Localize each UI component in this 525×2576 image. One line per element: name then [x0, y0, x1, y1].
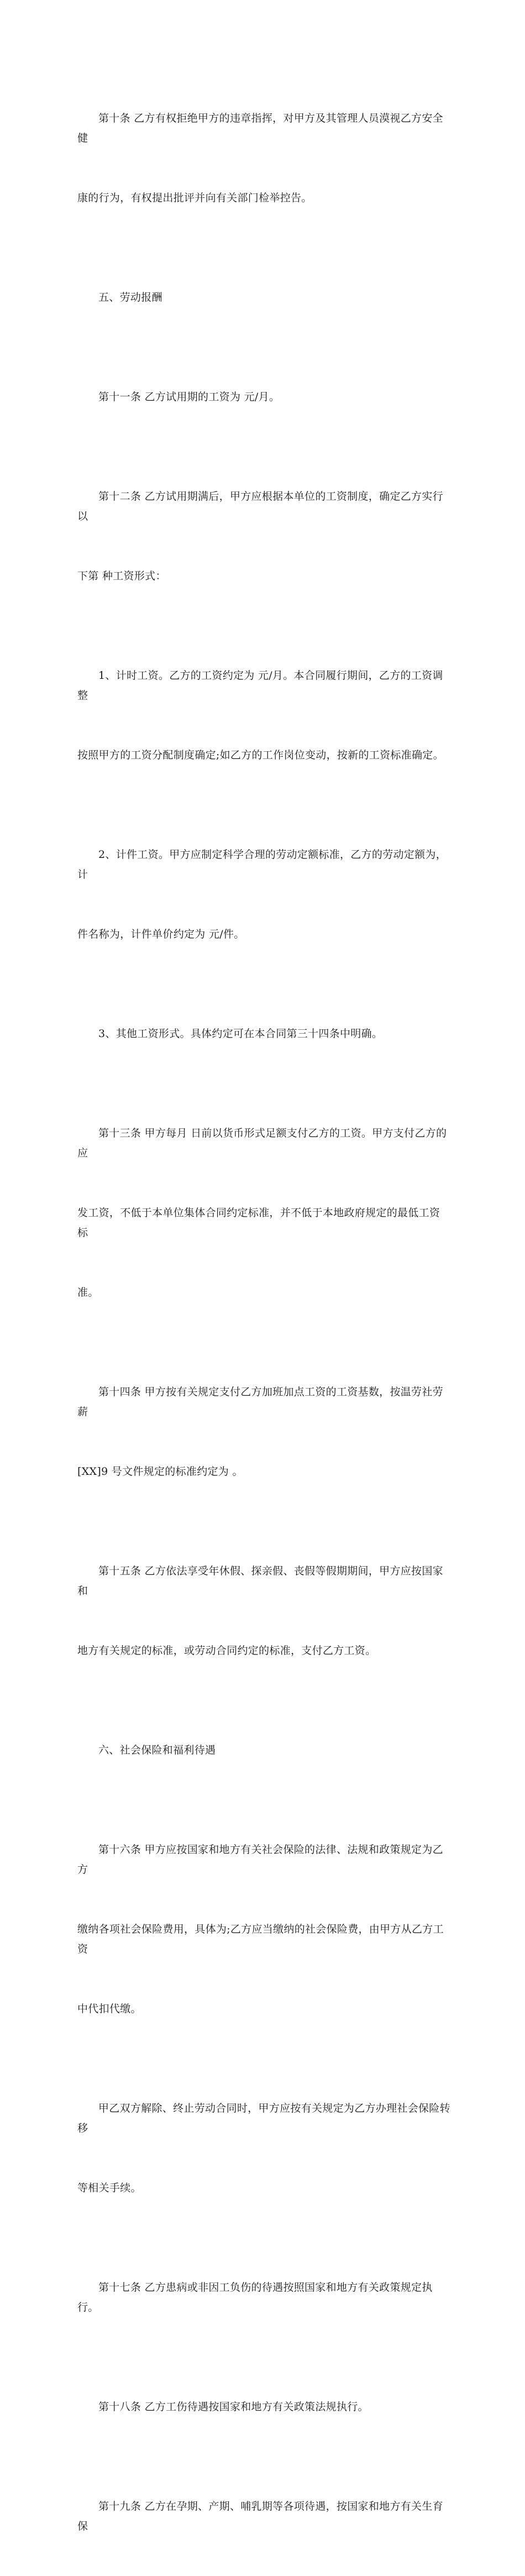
text-line: 按照甲方的工资分配制度确定;如乙方的工作岗位变动，按新的工资标准确定。	[77, 749, 444, 761]
text-line: 1、计时工资。乙方的工资约定为 元/月。本合同履行期间，乙方的工资调整	[77, 669, 443, 701]
paragraph-article-15	[77, 1521, 450, 1700]
paragraph-hourly-wage	[77, 626, 450, 805]
paragraph-article-11	[77, 347, 450, 447]
text-line: 第十四条 甲方按有关规定支付乙方加班加点工资的工资基数，按温劳社劳薪	[77, 1386, 443, 1418]
text-line: 第十七条 乙方患病或非因工负伤的待遇按照国家和地方有关政策规定执行。	[77, 2281, 433, 2313]
section-heading-social-insurance	[77, 1700, 450, 1800]
text-line: 六、社会保险和福利待遇	[98, 1744, 216, 1756]
text-line: 中代扣代缴。	[77, 2003, 141, 2015]
text-line: 2、计件工资。甲方应制定科学合理的劳动定额标准，乙方的劳动定额为，计	[77, 849, 447, 881]
paragraph-article-12	[77, 447, 450, 626]
text-line: 第十五条 乙方依法享受年休假、探亲假、丧假等假期期间，甲方应按国家和	[77, 1565, 443, 1597]
text-line: 件名称为，计件单价约定为 元/件。	[77, 928, 245, 940]
text-line: 第十六条 甲方应按国家和地方有关社会保险的法律、法规和政策规定为乙方	[77, 1844, 443, 1876]
text-line: 第十一条 乙方试用期的工资为 元/月。	[98, 391, 280, 403]
paragraph-article-10	[77, 69, 450, 248]
text-line: 3、其他工资形式。具体约定可在本合同第三十四条中明确。	[98, 1028, 383, 1040]
text-line: 缴纳各项社会保险费用，具体为;乙方应当缴纳的社会保险费，由甲方从乙方工资	[77, 1923, 444, 1955]
text-line: 第十条 乙方有权拒绝甲方的违章指挥，对甲方及其管理人员漠视乙方安全健	[77, 112, 443, 144]
paragraph-article-18	[77, 2357, 450, 2457]
paragraph-article-13	[77, 1083, 450, 1342]
text-line: [XX]9 号文件规定的标准约定为 。	[77, 1465, 243, 1478]
text-line: 第十二条 乙方试用期满后，甲方应根据本单位的工资制度，确定乙方实行以	[77, 490, 443, 522]
section-heading-labor-remuneration	[77, 248, 450, 347]
text-line: 地方有关规定的标准，或劳动合同约定的标准，支付乙方工资。	[77, 1645, 376, 1657]
text-line: 第十八条 乙方工伤待遇按国家和地方有关政策法规执行。	[98, 2401, 369, 2413]
document-body	[77, 69, 450, 2576]
text-line: 第十三条 甲方每月 日前以货币形式足额支付乙方的工资。甲方支付乙方的应	[77, 1127, 447, 1159]
text-line: 康的行为，有权提出批评并向有关部门检举控告。	[77, 192, 312, 204]
text-line: 五、劳动报酬	[98, 291, 162, 303]
paragraph-article-14	[77, 1342, 450, 1521]
paragraph-article-17	[77, 2238, 450, 2357]
text-line: 发工资，不低于本单位集体合同约定标准，并不低于本地政府规定的最低工资标	[77, 1207, 440, 1239]
text-line: 第十九条 乙方在孕期、产期、哺乳期等各项待遇，按国家和地方有关生育保	[77, 2500, 443, 2532]
text-line: 下第 种工资形式：	[77, 570, 166, 582]
paragraph-insurance-transfer	[77, 2059, 450, 2238]
paragraph-piece-wage	[77, 805, 450, 984]
paragraph-article-19	[77, 2457, 450, 2576]
paragraph-article-16	[77, 1800, 450, 2059]
paragraph-other-wage	[77, 984, 450, 1083]
text-line: 准。	[77, 1286, 99, 1299]
text-line: 等相关手续。	[77, 2182, 141, 2194]
text-line: 甲乙双方解除、终止劳动合同时，甲方应按有关规定为乙方办理社会保险转移	[77, 2102, 450, 2134]
